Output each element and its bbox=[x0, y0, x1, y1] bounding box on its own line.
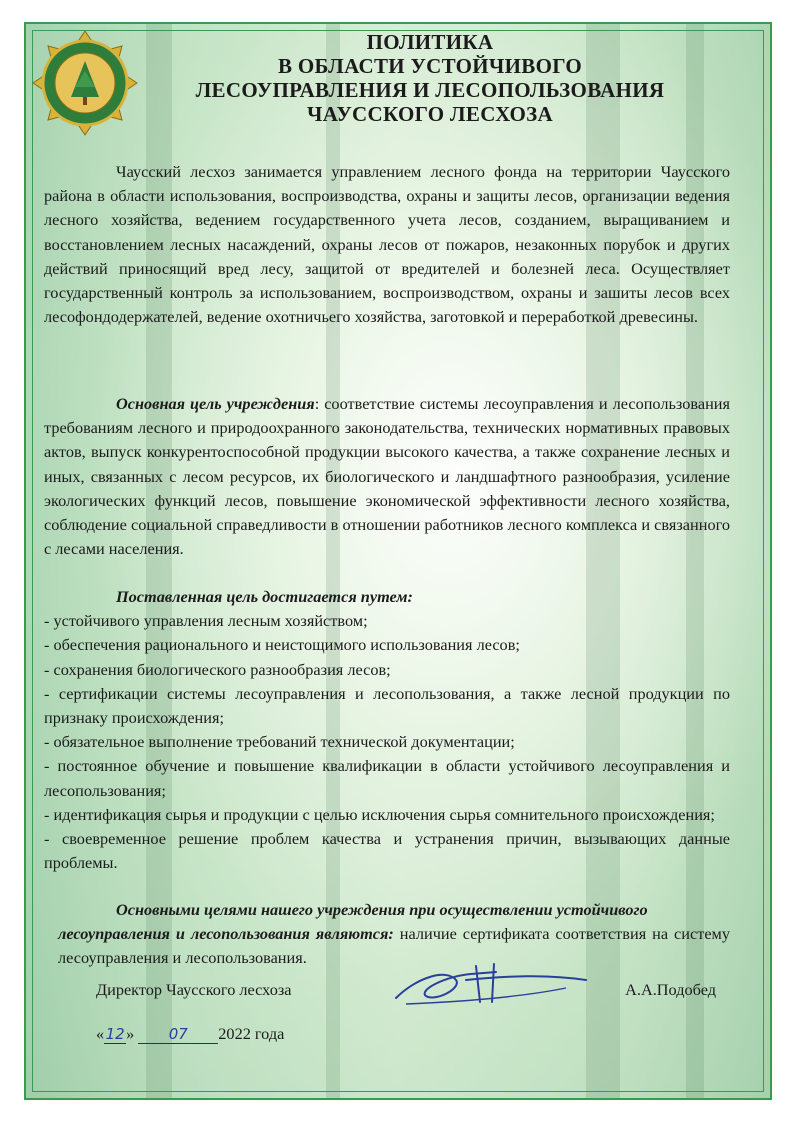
goal-label: Основная цель учреждения bbox=[116, 394, 315, 413]
list-item: - идентификация сырья и продукции с целью исключения сырья сомнительного происхождения; bbox=[44, 804, 715, 824]
signer-name: А.А.Подобед bbox=[625, 980, 716, 999]
title-line: ПОЛИТИКА bbox=[366, 30, 494, 54]
forestry-emblem-icon bbox=[30, 28, 140, 138]
main-goals-label: лесоуправления и лесопользования являются: bbox=[58, 924, 394, 944]
title-line: В ОБЛАСТИ УСТОЙЧИВОГО bbox=[277, 54, 582, 78]
title-line: ЧАУССКОГО ЛЕСХОЗА bbox=[307, 102, 553, 126]
list-item: - постоянное обучение и повышение квалификации в области устойчивого лесоуправления и лесопользования; bbox=[44, 756, 730, 800]
date-day: 12 bbox=[105, 1025, 125, 1043]
document-title bbox=[150, 30, 710, 126]
document-date bbox=[96, 1024, 284, 1044]
list-item: - своевременное решение проблем качества и устранения причин, вызывающих данные проблемы. bbox=[44, 829, 730, 873]
signature-block bbox=[96, 980, 716, 1020]
list-item: - обязательное выполнение требований технической документации; bbox=[44, 732, 515, 752]
date-quote: » bbox=[126, 1024, 135, 1043]
intro-paragraph: Чаусский лесхоз занимается управлением лесного фонда на территории Чаусского района в области использования, воспроизводства, охраны и защиты лесов, организации ведения лесного хозяйства, ведением государственного учета лесов, созданием, выращиванием и восстановлением лесных насаждений, охраны лесов от пожаров, незаконных порубок и других действий приносящий вред лесу, защитой от вредителей и болезней леса. Осуществляет государственный контроль за использованием, воспроизводством, охраны и зашиты лесов всех лесофондодержателей, ведение охотничьего хозяйства, заготовкой и переработкой древесины. bbox=[44, 162, 730, 327]
means-label: Поставленная цель достигается путем: bbox=[116, 587, 413, 606]
goal-colon: : bbox=[314, 394, 320, 413]
date-year: 2022 года bbox=[218, 1024, 285, 1043]
main-goals-text: наличие сертификата соответствия на систему лесоуправления и лесопользования. bbox=[58, 924, 730, 968]
means-section bbox=[44, 585, 730, 875]
list-item: - обеспечения рационального и неистощимого использования лесов; bbox=[44, 635, 520, 655]
main-goals-label: Основными целями нашего учреждения при осуществлении устойчивого bbox=[116, 900, 648, 919]
signature-icon bbox=[376, 958, 596, 1018]
list-item: - устойчивого управления лесным хозяйством; bbox=[44, 611, 368, 631]
signer-role: Директор Чаусского лесхоза bbox=[96, 980, 292, 999]
list-item: - сохранения биологического разнообразия лесов; bbox=[44, 659, 391, 679]
date-quote: « bbox=[96, 1024, 105, 1043]
list-item: - сертификации системы лесоуправления и лесопользования, а также лесной продукции по признаку происхождения; bbox=[44, 683, 730, 728]
title-line: ЛЕСОУПРАВЛЕНИЯ И ЛЕСОПОЛЬЗОВАНИЯ bbox=[195, 78, 665, 102]
goal-paragraph bbox=[44, 392, 730, 561]
date-month: 07 bbox=[138, 1025, 218, 1044]
goal-text: соответствие системы лесоуправления и лесопользования требованиям лесного и природоохранного законодательства, технических нормативных правовых актов, выпуск конкурентоспособной продукции высокого качества, а также сохранение лесных и иных, связанных с лесом ресурсов, их биологического и ландшафтного разнообразия, усиление экологических функций лесов, повышение экономической эффективности лесного хозяйства, соблюдение социальной справедливости в отношении работников лесного комплекса и связанного с лесами населения. bbox=[44, 394, 730, 559]
